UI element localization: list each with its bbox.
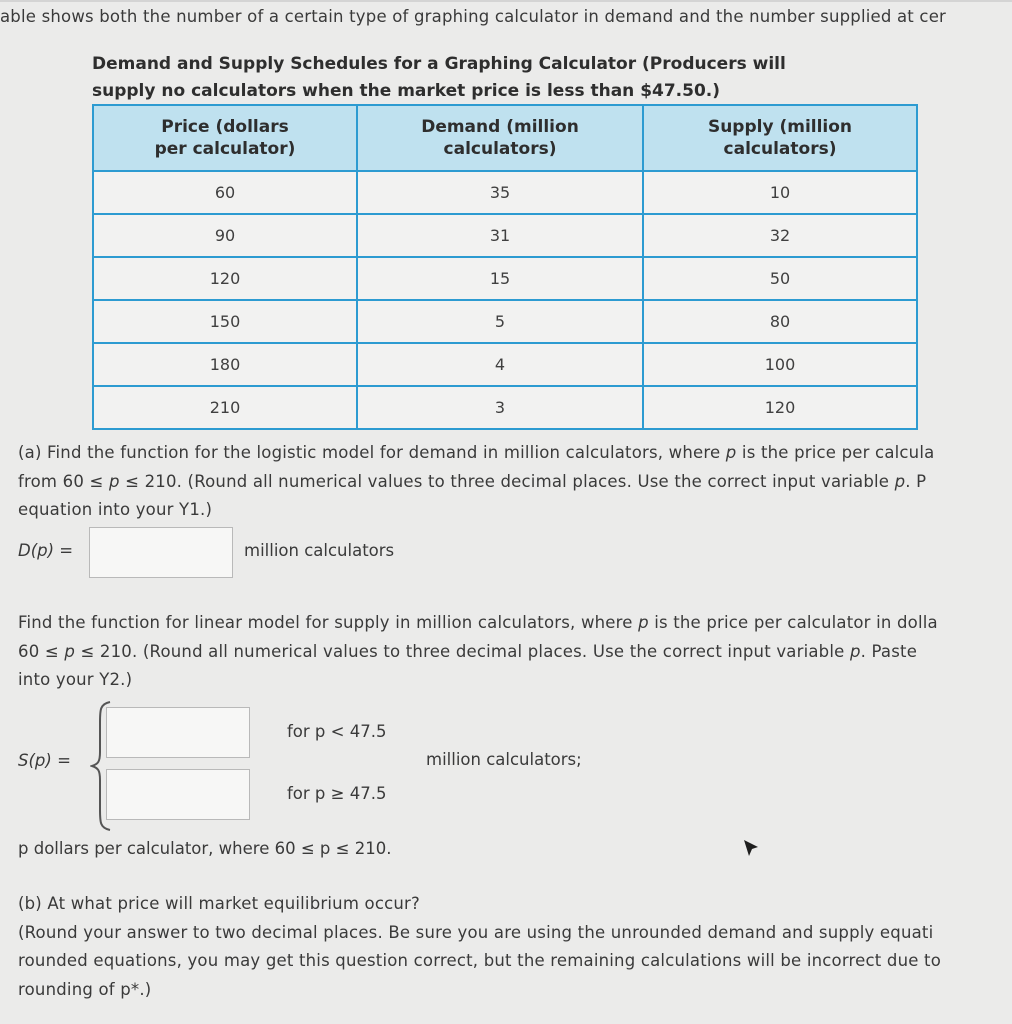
top-divider — [0, 0, 1012, 2]
supply-cell: 80 — [643, 300, 917, 343]
supply-cell: 120 — [643, 386, 917, 429]
part-b-line-1: (b) At what price will market equilibrium occur? — [18, 894, 420, 913]
header-demand-line1: Demand (million — [421, 117, 579, 137]
supply-case2-input[interactable] — [106, 769, 250, 820]
header-price — [93, 105, 357, 171]
header-supply-line2: calculators) — [723, 139, 837, 159]
part-b-instructions — [18, 890, 941, 1004]
supply-cell: 10 — [643, 171, 917, 214]
demand-cell: 35 — [357, 171, 643, 214]
header-price-line1: Price (dollars — [161, 117, 289, 137]
table-row — [93, 257, 917, 300]
header-supply-line1: Supply (million — [707, 117, 853, 137]
price-cell: 150 — [93, 300, 357, 343]
supply-line-3: into your Y2.) — [18, 670, 133, 689]
caption-line-1: Demand and Supply Schedules for a Graphing Calculator (Producers will — [92, 54, 786, 74]
supply-unit-label: million calculators; — [426, 750, 582, 769]
header-price-line2: per calculator) — [154, 139, 296, 159]
price-cell: 90 — [93, 214, 357, 257]
demand-cell: 15 — [357, 257, 643, 300]
supply-instructions — [18, 609, 938, 695]
mouse-pointer-icon — [742, 838, 762, 860]
supply-function-label: S(p) = — [18, 751, 71, 770]
header-demand-line2: calculators) — [443, 139, 557, 159]
price-cell: 60 — [93, 171, 357, 214]
supply-cell: 32 — [643, 214, 917, 257]
intro-text: able shows both the number of a certain type of graphing calculator in demand and the number supplied at cer — [0, 7, 947, 26]
part-b-line-2: (Round your answer to two decimal places. Be sure you are using the unrounded demand and supply equati — [18, 922, 934, 942]
demand-cell: 3 — [357, 386, 643, 429]
part-a-line-2: from 60 ≤ p ≤ 210. (Round all numerical values to three decimal places. Use the correct input variable p. P — [18, 471, 927, 491]
table-row — [93, 343, 917, 386]
domain-line: p dollars per calculator, where 60 ≤ p ≤ 210. — [18, 839, 392, 858]
schedule-table — [92, 104, 918, 430]
price-cell: 210 — [93, 386, 357, 429]
table-row — [93, 386, 917, 429]
supply-line-2: 60 ≤ p ≤ 210. (Round all numerical values to three decimal places. Use the correct input variable p. Paste — [18, 641, 918, 661]
header-demand — [357, 105, 643, 171]
price-cell: 180 — [93, 343, 357, 386]
demand-function-label: D(p) = — [18, 541, 74, 560]
header-supply — [643, 105, 917, 171]
demand-cell: 4 — [357, 343, 643, 386]
table-caption — [92, 51, 892, 105]
table-row — [93, 171, 917, 214]
demand-cell: 5 — [357, 300, 643, 343]
demand-cell: 31 — [357, 214, 643, 257]
supply-cell: 100 — [643, 343, 917, 386]
part-a-line-3: equation into your Y1.) — [18, 500, 213, 519]
table-header-row — [93, 105, 917, 171]
table-row — [93, 300, 917, 343]
caption-line-2: supply no calculators when the market price is less than $47.50.) — [92, 81, 721, 101]
supply-case1-input[interactable] — [106, 707, 250, 758]
part-b-line-4: rounding of p*.) — [18, 979, 152, 999]
case1-condition: for p < 47.5 — [287, 722, 387, 741]
case2-condition: for p ≥ 47.5 — [287, 784, 387, 803]
part-a-line-1: (a) Find the function for the logistic model for demand in million calculators, where p is the price per calcula — [18, 443, 935, 462]
demand-unit-label: million calculators — [244, 541, 395, 560]
table-row — [93, 214, 917, 257]
supply-line-1: Find the function for linear model for supply in million calculators, where p is the price per calculator in dolla — [18, 613, 938, 632]
part-b-line-3: rounded equations, you may get this question correct, but the remaining calculations will be incorrect due to — [18, 951, 941, 970]
demand-function-input[interactable] — [89, 527, 233, 578]
supply-cell: 50 — [643, 257, 917, 300]
price-cell: 120 — [93, 257, 357, 300]
part-a-instructions — [18, 439, 934, 525]
